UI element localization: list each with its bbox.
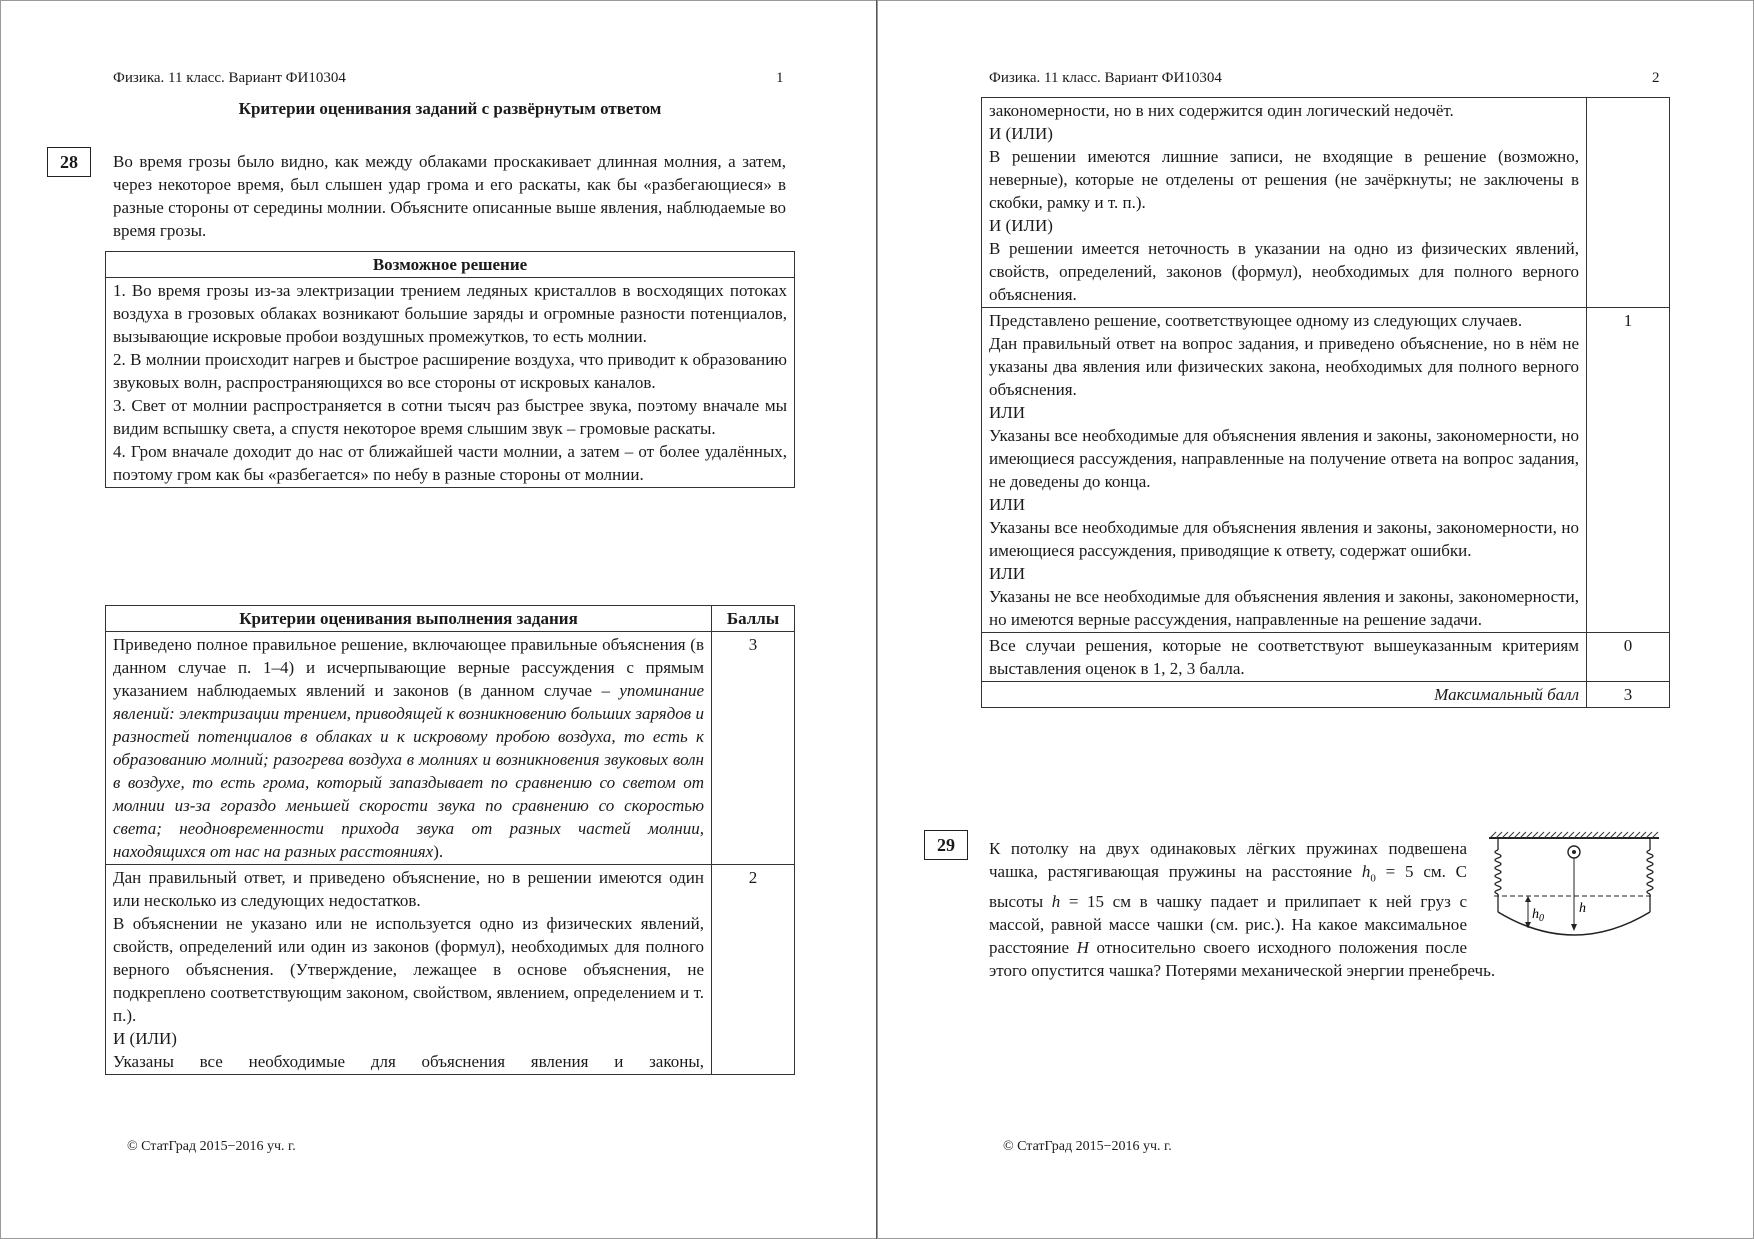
criteria-1-line: ИЛИ	[989, 564, 1026, 583]
score-0: 0	[1587, 633, 1670, 682]
criteria-0-text: Все случаи решения, которые не соответствуют вышеуказанным критериям выставления оценок в 1, 2, 3 балла.	[989, 636, 1579, 678]
criteria-1-line: Указаны не все необходимые для объяснения явления и законы, закономерности, но имеются верные рассуждения, направленные на решение задачи.	[989, 587, 1579, 629]
criteria-header: Критерии оценивания выполнения задания	[106, 606, 712, 632]
criteria-2-line: И (ИЛИ)	[113, 1029, 177, 1048]
criteria-row-1	[982, 308, 1587, 633]
score-2-continued	[1587, 98, 1670, 308]
fig-h0-label: $h_0$	[1532, 907, 1544, 924]
criteria-1-line: Указаны все необходимые для объяснения явления и законы, закономерности, но имеющиеся рассуждения, приводящие к ответу, содержат ошибки.	[989, 518, 1579, 560]
solution-body	[106, 278, 795, 488]
criteria-1-line: ИЛИ	[989, 403, 1026, 422]
criteria-row-3	[106, 632, 712, 865]
solution-step: 4. Гром вначале доходит до нас от ближайшей части молнии, а затем – от более удалённых, поэтому гром как бы «разбегается» по небу в разные стороны от молнии.	[113, 442, 787, 484]
h-symbol: h	[1051, 892, 1061, 912]
criteria-2-cont-line: закономерности, но в них содержится один логический недочёт.	[989, 101, 1454, 120]
score-3: 3	[712, 632, 795, 865]
task-29-part: К потолку на двух одинаковых лёгких пружинах подвешена чашка, растягивающая пружины на расстояние	[989, 839, 1467, 881]
page-title: Критерии оценивания заданий с развёрнутым ответом	[238, 99, 662, 118]
h0-subscript: 0	[1370, 872, 1376, 885]
criteria-table	[105, 605, 795, 1075]
solution-header: Возможное решение	[106, 252, 795, 278]
solution-table	[105, 251, 795, 488]
right-page-number: 2	[1652, 70, 1660, 86]
criteria-2-cont-line: В решении имеется неточность в указании на одно из физических явлений, свойств, определений, законов (формул), необходимых для полного верного объяснения.	[989, 239, 1579, 304]
solution-step: 3. Свет от молнии распространяется в сотни тысяч раз быстрее звука, поэтому вначале мы видим вспышку света, а спустя некоторое время слышим звук – громовые раскаты.	[113, 396, 787, 438]
criteria-2-line: Указаны все необходимые для объяснения явления и законы,	[113, 1052, 704, 1071]
task-29-part: относительно своего исходного положения после этого опустится чашка? Потерями механической энергии пренебречь.	[989, 938, 1496, 981]
H-symbol: H	[1076, 938, 1089, 958]
task-29-part: = 15 см в чашку падает и прилипает к ней груз с массой, равной массе чашки (см. рис.). На какое максимальное расстояние	[989, 892, 1467, 958]
criteria-table-continued	[981, 97, 1670, 708]
left-page-number: 1	[776, 70, 784, 86]
task-29-question	[989, 837, 1662, 982]
right-footer: © СтатГрад 2015−2016 уч. г.	[1003, 1139, 1172, 1154]
criteria-3-italic: упоминание явлений: электризации трением, приводящей к возникновению больших зарядов и разностей потенциалов в облаках и к искровому пробою воздуха, то есть к образованию молний; разогрева воздуха в молниях и возникновения звуковых волн в воздухе, то есть грома, который запаздывает по сравнению со светом от молнии из-за гораздо меньшей скорости звука по сравнению со скоростью света; неодновременности прихода звука от разных частей молнии, находящихся от нас на разных расстояниях	[113, 681, 704, 861]
criteria-3-tail: ).	[433, 842, 444, 861]
task-29-part: = 5 см. С высоты	[989, 862, 1467, 912]
page-divider	[876, 0, 877, 1239]
criteria-row-0	[982, 633, 1587, 682]
criteria-2-line: В объяснении не указано или не используется одно из физических явлений, свойств, определений или один из законов (формул), необходимых для полного верного объяснения. (Утверждение, лежащее в основе объяснения, не подкреплено соответствующим законом, свойством, явлением, определением и т. п.).	[113, 914, 704, 1025]
solution-step: 1. Во время грозы из-за электризации трением ледяных кристаллов в восходящих потоках воздуха в грозовых облаках возникают большие заряды и огромные разности потенциалов, вызывающие искровые пробои воздушных промежутков, то есть молнии.	[113, 281, 787, 346]
fig-h-label: h	[1579, 901, 1586, 916]
max-score-value: 3	[1587, 682, 1670, 708]
criteria-2-cont-line: И (ИЛИ)	[989, 124, 1053, 143]
h0-symbol: h	[1361, 862, 1371, 881]
task-28-question	[113, 150, 786, 242]
score-2: 2	[712, 865, 795, 1075]
task-29-number: 29	[924, 830, 968, 860]
criteria-2-line: Дан правильный ответ, и приведено объяснение, но в решении имеются один или несколько из следующих недостатков.	[113, 868, 704, 910]
left-footer: © СтатГрад 2015−2016 уч. г.	[127, 1139, 296, 1154]
criteria-row-2-continued	[982, 98, 1587, 308]
criteria-1-line: Дан правильный ответ на вопрос задания, и приведено объяснение, но в нём не указаны два явления или физических закона, необходимых для полного верного объяснения.	[989, 334, 1579, 399]
score-1: 1	[1587, 308, 1670, 633]
points-header: Баллы	[712, 606, 795, 632]
criteria-1-line: Указаны все необходимые для объяснения явления и законы, закономерности, но имеющиеся рассуждения, направленные на получение ответа на вопрос задания, не доведены до конца.	[989, 426, 1579, 491]
criteria-1-line: ИЛИ	[989, 495, 1026, 514]
right-header-title: Физика. 11 класс. Вариант ФИ10304	[989, 70, 1222, 86]
left-header-title: Физика. 11 класс. Вариант ФИ10304	[113, 70, 346, 86]
max-score-label: Максимальный балл	[1434, 685, 1579, 704]
criteria-2-cont-line: И (ИЛИ)	[989, 216, 1053, 235]
criteria-row-2	[106, 865, 712, 1075]
criteria-2-cont-line: В решении имеются лишние записи, не входящие в решение (возможно, неверные), которые не отделены от решения (не зачёркнуты; не заключены в скобки, рамку и т. п.).	[989, 147, 1579, 212]
task-28-question-text: Во время грозы было видно, как между облаками проскакивает длинная молния, а затем, через некоторое время, был слышен удар грома и его раскаты, как бы «разбегающиеся» в разные стороны от середины молнии. Объясните описанные выше явления, наблюдаемые во время грозы.	[113, 152, 786, 240]
task-28-number: 28	[47, 147, 91, 177]
criteria-1-line: Представлено решение, соответствующее одному из следующих случаев.	[989, 311, 1523, 330]
max-score-row	[982, 682, 1587, 708]
solution-step: 2. В молнии происходит нагрев и быстрое расширение воздуха, что приводит к образованию звуковых волн, распространяющихся во все стороны от искровых каналов.	[113, 350, 787, 392]
criteria-3-text: Приведено полное правильное решение, включающее правильные объяснения (в данном случае п. 1–4) и исчерпывающие верные рассуждения с прямым указанием наблюдаемых явлений и законов (в данном случае –	[113, 635, 704, 700]
